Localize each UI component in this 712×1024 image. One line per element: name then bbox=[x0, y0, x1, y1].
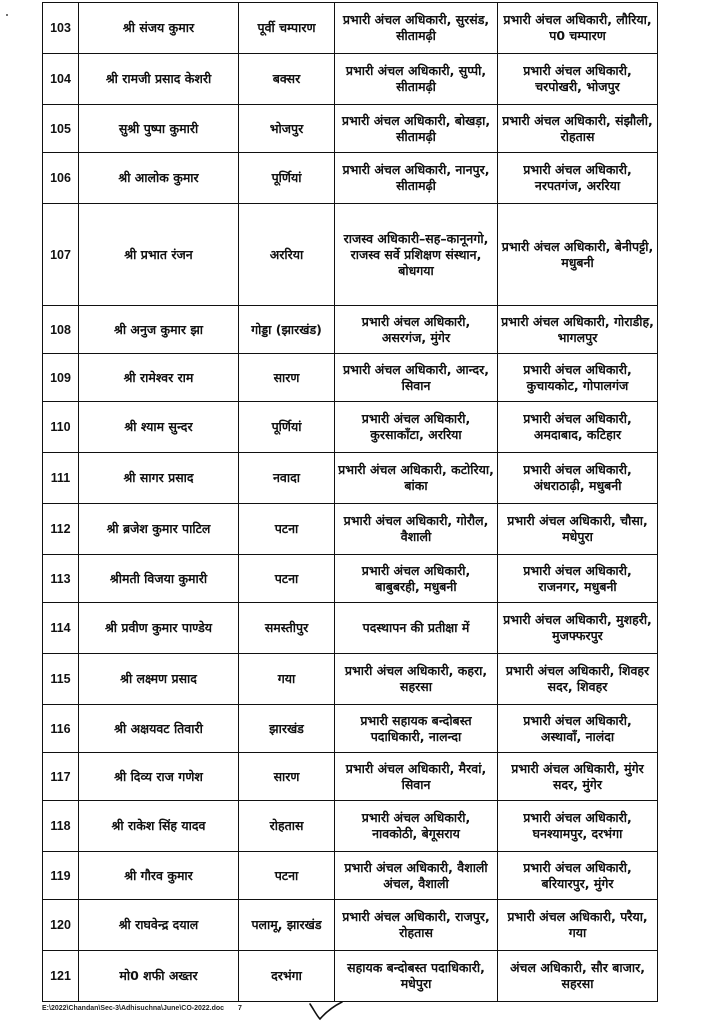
cell-current-posting: प्रभारी अंचल अधिकारी, वैशाली अंचल, वैशाली bbox=[335, 852, 498, 900]
cell-home-district: रोहतास bbox=[239, 801, 335, 852]
table-row bbox=[43, 900, 658, 951]
cell-officer-name: श्री राकेश सिंह यादव bbox=[79, 801, 239, 852]
cell-home-district: पूर्णियां bbox=[239, 153, 335, 204]
table-row bbox=[43, 654, 658, 705]
cell-home-district: पटना bbox=[239, 555, 335, 603]
cell-current-posting: प्रभारी अंचल अधिकारी, सुरसंड, सीतामढ़ी bbox=[335, 3, 498, 54]
cell-new-posting: अंचल अधिकारी, सौर बाजार, सहरसा bbox=[498, 951, 658, 1002]
table-row bbox=[43, 603, 658, 654]
cell-home-district: सारण bbox=[239, 354, 335, 402]
page-number: 7 bbox=[238, 1005, 242, 1012]
cell-officer-name: श्री आलोक कुमार bbox=[79, 153, 239, 204]
table-row bbox=[43, 555, 658, 603]
cell-officer-name: श्री ब्रजेश कुमार पाटिल bbox=[79, 504, 239, 555]
cell-home-district: गया bbox=[239, 654, 335, 705]
cell-current-posting: प्रभारी अंचल अधिकारी, गोरौल, वैशाली bbox=[335, 504, 498, 555]
table-row bbox=[43, 153, 658, 204]
cell-serial-number: 112 bbox=[43, 504, 79, 555]
cell-home-district: बक्सर bbox=[239, 54, 335, 105]
table-row bbox=[43, 306, 658, 354]
cell-serial-number: 120 bbox=[43, 900, 79, 951]
cell-home-district: समस्तीपुर bbox=[239, 603, 335, 654]
cell-officer-name: मो0 शफी अख्तर bbox=[79, 951, 239, 1002]
cell-serial-number: 119 bbox=[43, 852, 79, 900]
cell-new-posting: प्रभारी अंचल अधिकारी, परैया, गया bbox=[498, 900, 658, 951]
cell-home-district: पटना bbox=[239, 504, 335, 555]
cell-officer-name: श्री राघवेन्द्र दयाल bbox=[79, 900, 239, 951]
cell-new-posting: प्रभारी अंचल अधिकारी, अस्थावाँ, नालंदा bbox=[498, 705, 658, 753]
cell-current-posting: सहायक बन्दोबस्त पदाधिकारी, मधेपुरा bbox=[335, 951, 498, 1002]
transfer-table bbox=[42, 2, 658, 1002]
cell-current-posting: प्रभारी अंचल अधिकारी, बाबुबरही, मधुबनी bbox=[335, 555, 498, 603]
cell-current-posting: पदस्थापन की प्रतीक्षा में bbox=[335, 603, 498, 654]
cell-officer-name: श्री श्याम सुन्दर bbox=[79, 402, 239, 453]
cell-current-posting: प्रभारी अंचल अधिकारी, कहरा, सहरसा bbox=[335, 654, 498, 705]
cell-new-posting: प्रभारी अंचल अधिकारी, संझौली, रोहतास bbox=[498, 105, 658, 153]
transfer-list bbox=[42, 2, 657, 1002]
table-row bbox=[43, 705, 658, 753]
cell-new-posting: प्रभारी अंचल अधिकारी, अंधराठाढ़ी, मधुबनी bbox=[498, 453, 658, 504]
cell-new-posting: प्रभारी अंचल अधिकारी, नरपतगंज, अररिया bbox=[498, 153, 658, 204]
cell-home-district: नवादा bbox=[239, 453, 335, 504]
cell-new-posting: प्रभारी अंचल अधिकारी, अमदाबाद, कटिहार bbox=[498, 402, 658, 453]
cell-new-posting: प्रभारी अंचल अधिकारी, शिवहर सदर, शिवहर bbox=[498, 654, 658, 705]
cell-current-posting: राजस्व अधिकारी–सह–कानूनगो, राजस्व सर्वे प्रशिक्षण संस्थान, बोधगया bbox=[335, 204, 498, 306]
cell-new-posting: प्रभारी अंचल अधिकारी, बेनीपट्टी, मधुबनी bbox=[498, 204, 658, 306]
cell-officer-name: श्री सागर प्रसाद bbox=[79, 453, 239, 504]
cell-home-district: दरभंगा bbox=[239, 951, 335, 1002]
cell-officer-name: श्री रामेश्वर राम bbox=[79, 354, 239, 402]
table-row bbox=[43, 3, 658, 54]
cell-new-posting: प्रभारी अंचल अधिकारी, कुचायकोट, गोपालगंज bbox=[498, 354, 658, 402]
cell-new-posting: प्रभारी अंचल अधिकारी, मुंगेर सदर, मुंगेर bbox=[498, 753, 658, 801]
table-row bbox=[43, 453, 658, 504]
cell-current-posting: प्रभारी अंचल अधिकारी, कटोरिया, बांका bbox=[335, 453, 498, 504]
cell-serial-number: 117 bbox=[43, 753, 79, 801]
cell-new-posting: प्रभारी अंचल अधिकारी, लौरिया, प0 चम्पारण bbox=[498, 3, 658, 54]
table-row bbox=[43, 354, 658, 402]
cell-home-district: अररिया bbox=[239, 204, 335, 306]
cell-serial-number: 103 bbox=[43, 3, 79, 54]
cell-serial-number: 105 bbox=[43, 105, 79, 153]
cell-serial-number: 109 bbox=[43, 354, 79, 402]
cell-serial-number: 111 bbox=[43, 453, 79, 504]
cell-new-posting: प्रभारी अंचल अधिकारी, गोराडीह, भागलपुर bbox=[498, 306, 658, 354]
cell-new-posting: प्रभारी अंचल अधिकारी, चौसा, मधेपुरा bbox=[498, 504, 658, 555]
cell-home-district: झारखंड bbox=[239, 705, 335, 753]
cell-home-district: भोजपुर bbox=[239, 105, 335, 153]
cell-current-posting: प्रभारी अंचल अधिकारी, असरगंज, मुंगेर bbox=[335, 306, 498, 354]
cell-current-posting: प्रभारी अंचल अधिकारी, बोखड़ा, सीतामढ़ी bbox=[335, 105, 498, 153]
cell-serial-number: 116 bbox=[43, 705, 79, 753]
cell-current-posting: प्रभारी अंचल अधिकारी, नावकोठी, बेगूसराय bbox=[335, 801, 498, 852]
cell-officer-name: श्री अनुज कुमार झा bbox=[79, 306, 239, 354]
cell-officer-name: सुश्री पुष्पा कुमारी bbox=[79, 105, 239, 153]
scan-speck bbox=[6, 14, 8, 16]
cell-home-district: पटना bbox=[239, 852, 335, 900]
cell-serial-number: 115 bbox=[43, 654, 79, 705]
cell-officer-name: श्री रामजी प्रसाद केशरी bbox=[79, 54, 239, 105]
file-path-footer bbox=[42, 1005, 242, 1012]
cell-officer-name: श्री प्रभात रंजन bbox=[79, 204, 239, 306]
cell-home-district: सारण bbox=[239, 753, 335, 801]
cell-officer-name: श्री संजय कुमार bbox=[79, 3, 239, 54]
cell-new-posting: प्रभारी अंचल अधिकारी, राजनगर, मधुबनी bbox=[498, 555, 658, 603]
cell-officer-name: श्री लक्ष्मण प्रसाद bbox=[79, 654, 239, 705]
table-row bbox=[43, 105, 658, 153]
cell-serial-number: 108 bbox=[43, 306, 79, 354]
handwritten-tick-mark bbox=[308, 998, 344, 1022]
cell-current-posting: प्रभारी अंचल अधिकारी, नानपुर, सीतामढ़ी bbox=[335, 153, 498, 204]
cell-serial-number: 118 bbox=[43, 801, 79, 852]
cell-serial-number: 104 bbox=[43, 54, 79, 105]
cell-serial-number: 110 bbox=[43, 402, 79, 453]
cell-serial-number: 107 bbox=[43, 204, 79, 306]
cell-officer-name: श्री गौरव कुमार bbox=[79, 852, 239, 900]
table-row bbox=[43, 504, 658, 555]
cell-home-district: पलामू, झारखंड bbox=[239, 900, 335, 951]
table-body bbox=[43, 3, 658, 1002]
cell-officer-name: श्री दिव्य राज गणेश bbox=[79, 753, 239, 801]
cell-current-posting: प्रभारी सहायक बन्दोबस्त पदाधिकारी, नालन्दा bbox=[335, 705, 498, 753]
cell-home-district: पूर्णियां bbox=[239, 402, 335, 453]
table-row bbox=[43, 204, 658, 306]
cell-serial-number: 121 bbox=[43, 951, 79, 1002]
cell-new-posting: प्रभारी अंचल अधिकारी, बरियारपुर, मुंगेर bbox=[498, 852, 658, 900]
table-row bbox=[43, 54, 658, 105]
table-row bbox=[43, 801, 658, 852]
cell-officer-name: श्रीमती विजया कुमारी bbox=[79, 555, 239, 603]
cell-new-posting: प्रभारी अंचल अधिकारी, मुशहरी, मुजफ्फरपुर bbox=[498, 603, 658, 654]
cell-current-posting: प्रभारी अंचल अधिकारी, कुरसाकाँटा, अररिया bbox=[335, 402, 498, 453]
table-row bbox=[43, 951, 658, 1002]
cell-current-posting: प्रभारी अंचल अधिकारी, सुप्पी, सीतामढ़ी bbox=[335, 54, 498, 105]
cell-officer-name: श्री अक्षयवट तिवारी bbox=[79, 705, 239, 753]
cell-serial-number: 106 bbox=[43, 153, 79, 204]
table-row bbox=[43, 402, 658, 453]
cell-current-posting: प्रभारी अंचल अधिकारी, आन्दर, सिवान bbox=[335, 354, 498, 402]
cell-new-posting: प्रभारी अंचल अधिकारी, चरपोखरी, भोजपुर bbox=[498, 54, 658, 105]
cell-serial-number: 113 bbox=[43, 555, 79, 603]
cell-home-district: गोड्डा (झारखंड) bbox=[239, 306, 335, 354]
cell-current-posting: प्रभारी अंचल अधिकारी, मैरवां, सिवान bbox=[335, 753, 498, 801]
table-row bbox=[43, 753, 658, 801]
cell-new-posting: प्रभारी अंचल अधिकारी, घनश्यामपुर, दरभंगा bbox=[498, 801, 658, 852]
cell-serial-number: 114 bbox=[43, 603, 79, 654]
cell-officer-name: श्री प्रवीण कुमार पाण्डेय bbox=[79, 603, 239, 654]
file-path: E:\2022\Chandan\Sec-3\Adhisuchna\June\CO-2022.doc bbox=[42, 1005, 225, 1012]
cell-current-posting: प्रभारी अंचल अधिकारी, राजपुर, रोहतास bbox=[335, 900, 498, 951]
table-row bbox=[43, 852, 658, 900]
cell-home-district: पूर्वी चम्पारण bbox=[239, 3, 335, 54]
